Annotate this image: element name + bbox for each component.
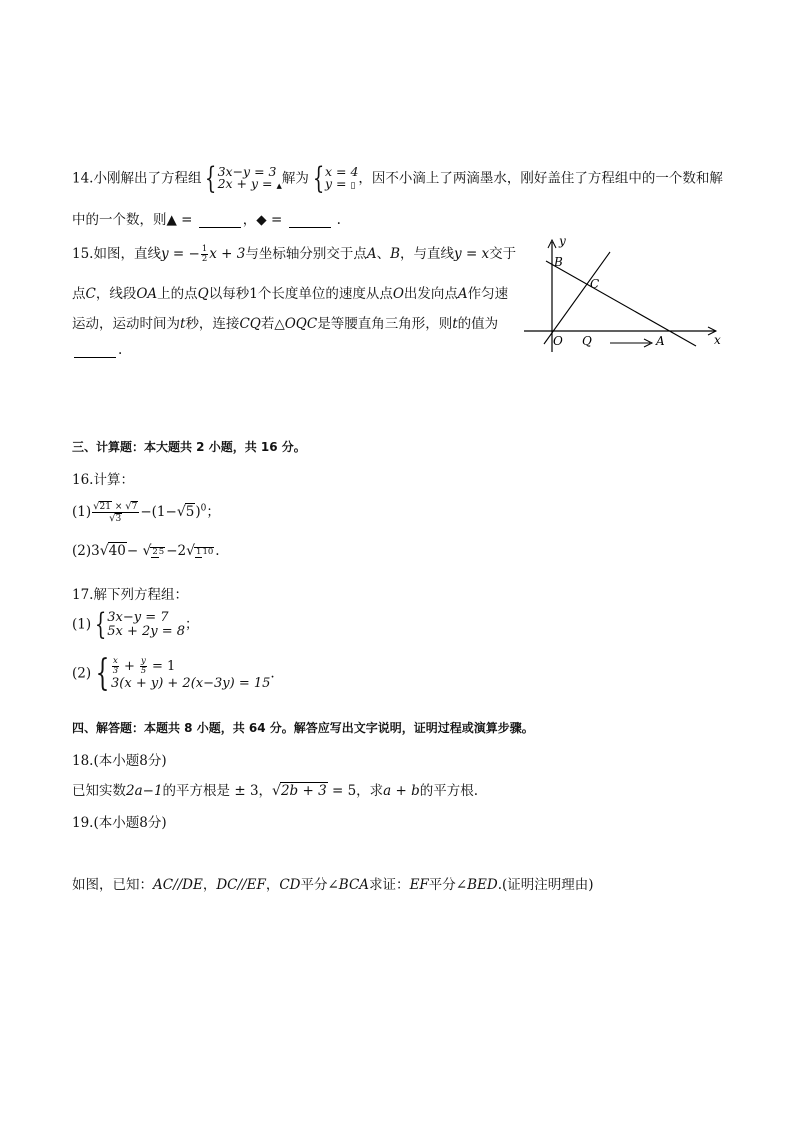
q14-line2-text: 中的一个数，则 [72,212,167,228]
q15-math: y = − [160,246,200,262]
sqrt-5: 5 [185,504,195,520]
answer-blank-t[interactable] [74,345,116,358]
q19-text-e: .(证明注明理由) [497,877,594,893]
point-B: B [390,246,401,262]
q15-text: 的值为 [457,316,499,332]
q15-text: 运动，运动时间为 [72,316,180,332]
frac-y-5 [140,657,147,676]
point-Q: Q [197,286,209,302]
frac-den: 5 [158,546,165,557]
sqrt-3: 3 [115,514,122,524]
brace-icon: { [95,653,110,694]
eq2: 3(x + y) + 2(x−3y) = 15 [111,675,271,691]
section-4-title: 四、解答题：本题共 8 小题，共 64 分。解答应写出文字说明，证明过程或演算步骤。 [72,721,534,735]
minus: − [126,543,143,559]
q15-text: 出发向点 [403,286,458,302]
parallel-AC-DE: AC//DE [153,877,203,893]
q17-title: 17.解下列方程组： [72,587,188,603]
minus: −2 [166,543,187,559]
q14-line1 [72,161,723,196]
label-A: A [656,334,665,348]
q19-text-b: 平分 [300,877,328,893]
sqrt-frac-2-5 [150,547,165,557]
q15-line3 [72,312,498,332]
part-label: (1) [72,504,92,520]
sqrt-40: 40 [108,543,126,559]
frac-num: 1 [201,244,208,254]
q17-p1-system [91,607,186,642]
q15-text: 是等腰直角三角形，则 [317,316,453,332]
line-AB [546,261,696,346]
q15-text: 、 [376,246,391,262]
plus: + [119,658,139,674]
q17-part2 [72,653,275,694]
equals: = [266,212,287,228]
var-t: t [180,316,186,332]
q14-line2 [72,208,341,228]
q15-text: 若 [260,316,275,332]
diamond-icon: ◆ [256,212,267,228]
segment-CQ: CQ [239,316,261,332]
math: −(1− [140,504,177,520]
comma: ， [242,212,257,228]
q15-line2 [72,282,508,302]
period: . [270,665,275,682]
q15-figure [520,232,725,357]
q18-text: 已知实数2a−1的平方根是 ± 3，√2b + 3 = 5，求a + b的平方根. [72,783,479,799]
q14-sol1: x = 4 [324,164,359,179]
frac-den: √3 [109,513,122,524]
q19-text-a: 如图，已知： [72,877,153,893]
segment-OA: OA [136,286,158,302]
brace-icon: { [205,161,217,196]
section-3-title: 三、计算题：本大题共 2 小题，共 16 分。 [72,440,306,454]
q15-text: 点 [72,286,86,302]
frac-den: 5 [140,665,147,676]
point-O: O [392,286,404,302]
frac-x-3 [112,657,119,676]
q14-solution [309,161,359,196]
q14-sol2: y = [324,176,351,191]
q16-p1-fraction [92,501,139,524]
q15-fraction [201,245,208,264]
q17-p2-system [91,653,271,694]
q15-text: ，与直线 [400,246,455,262]
q15-math: y = x [454,246,490,262]
q14-prefix: 14.小刚解出了方程组 [72,170,202,187]
comma: ， [202,877,217,893]
q14-eq2: 2x + y = [217,176,277,191]
q17-part1 [72,607,199,642]
q19-text [72,873,594,893]
expr-2a-1: 2a−1 [126,783,163,799]
point-A: A [457,286,468,302]
sqrt-7: 7 [131,502,138,512]
q18-title: 18.(本小题8分) [72,753,167,769]
q18-text-d: 的平方根. [419,783,479,799]
angle-BED: ∠BED [455,877,498,893]
q16-part1: (1) $\frac{√21 \times √7}{√3}$ $-(1-√5)^0$； [72,501,220,524]
part-label: (1) [72,616,92,633]
ink-box-icon: ▯ [350,181,356,191]
segment-CD: CD [279,877,301,893]
q19-text-d: 平分 [428,877,456,893]
label-B: B [554,255,563,269]
var-t: t [452,316,458,332]
triangle-OQC: OQC [284,316,318,332]
frac-num: 2 [152,546,158,557]
q19-title: 19.(本小题8分) [72,815,167,831]
part-label: (2) [72,543,92,559]
punct: ； [206,504,220,520]
sqrt-21: 21 [99,502,111,512]
point-C: C [85,286,96,302]
q16-title: 16.计算： [72,472,134,488]
q14-system [201,161,282,196]
q14-rest: ，因不小滴上了两滴墨水，刚好盖住了方程组中的一个数和解 [358,170,723,187]
eq-rest: = 1 [147,658,176,674]
angle-BCA: ∠BCA [327,877,370,893]
period: . [118,342,123,358]
brace-icon: { [94,607,107,642]
q15-text: 个长度单位的速度从点 [257,286,393,302]
answer-blank-triangle[interactable] [199,215,241,228]
eq2: 5x + 2y = 8 [107,624,186,639]
comma: ， [265,877,280,893]
q15-text: 15.如图，直线 [72,246,161,262]
q15-line1 [72,242,516,264]
q15-text: 与坐标轴分别交于点 [245,246,367,262]
q16-part2: (2)3√40− √25 −2√110 . [72,543,220,559]
frac-num: 1 [196,546,202,557]
q14-solved-as: 解为 [281,170,309,187]
eq1: 3x−y = 7 [107,610,169,625]
q15-num: 1 [249,286,258,302]
punct: ； [185,616,199,633]
q15-text: 上的点 [157,286,198,302]
sqrt-frac-1-10 [194,547,214,557]
ink-triangle-icon: ▲ [276,182,282,190]
frac-den: 3 [112,665,119,676]
segment-EF: EF [409,877,429,893]
coef: 3 [91,543,100,559]
parallel-DC-EF: DC//EF [216,877,266,893]
part-label: (2) [72,665,92,682]
brace-icon: { [312,161,325,196]
q18-text-a: 已知实数 [72,783,126,799]
equals: = [176,212,197,228]
q15-text: ，线段 [95,286,137,302]
frac-num: y [141,655,146,666]
triangle-icon: ▲ [166,212,177,228]
times: × [111,502,126,512]
label-O: O [553,334,563,348]
exponent: 0 [200,503,207,514]
label-C: C [590,277,600,291]
answer-blank-diamond[interactable] [289,215,331,228]
q15-math: x + 3 [209,246,246,262]
triangle-symbol: △ [274,316,285,332]
label-x: x [714,333,721,347]
label-y: y [559,234,566,248]
q18-text-c: = 5，求 [327,783,384,799]
frac-den: 10 [202,546,214,557]
q15-text: 以每秒 [208,286,250,302]
q18-text-b: 的平方根是 ± 3， [162,783,273,799]
q14-eq1: 3x−y = 3 [217,164,277,179]
q15-text: 交于 [489,246,517,262]
sqrt-2b-3: 2b + 3 [280,783,327,799]
point-A: A [366,246,377,262]
math: ) [195,504,201,520]
q19-text-c: 求证： [369,877,410,893]
frac-den: 2 [201,254,208,264]
q15-line4 [72,342,122,358]
label-Q: Q [582,334,592,348]
period: . [215,543,220,559]
period: . [336,212,341,228]
frac-num: √21 × √7 [93,501,138,512]
expr-a-b: a + b [383,783,420,799]
q15-text: 作匀速 [467,286,509,302]
q15-text: 秒，连接 [185,316,240,332]
frac-num: x [113,655,118,666]
